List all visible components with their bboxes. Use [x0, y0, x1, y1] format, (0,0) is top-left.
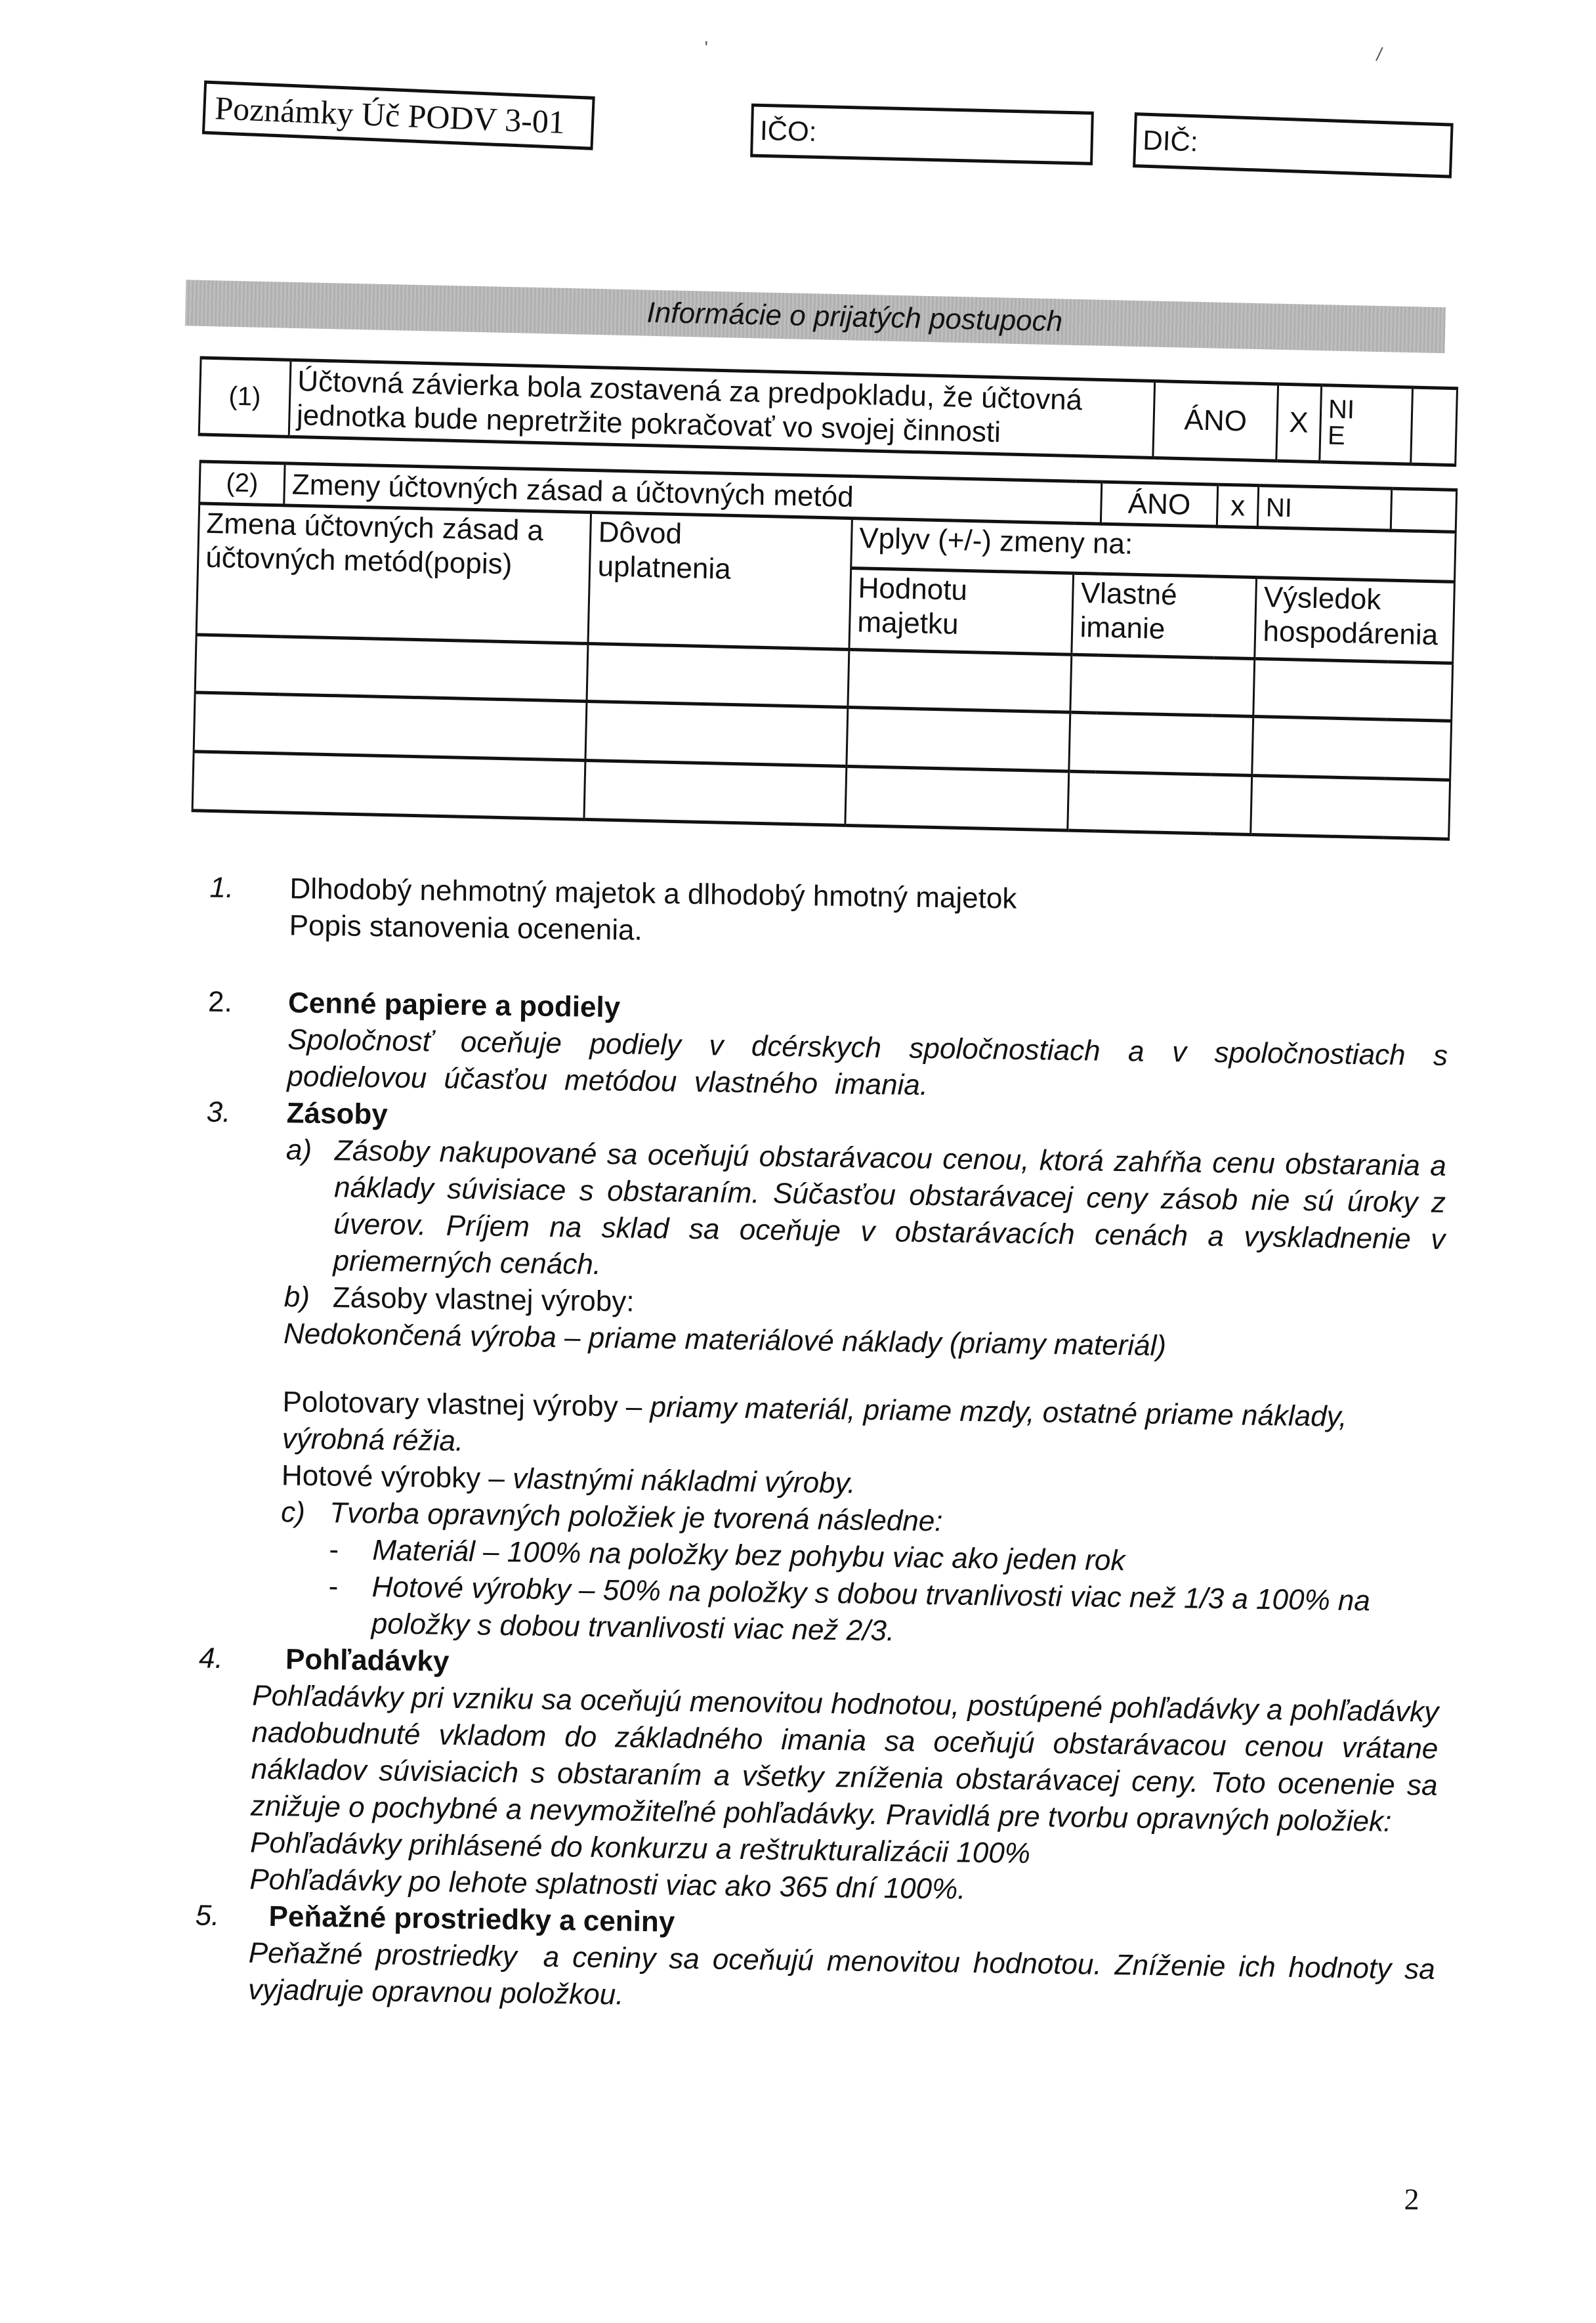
- section-5: [188, 1897, 1444, 2025]
- col-result: Výsledok hospodárenia: [1255, 578, 1454, 664]
- subsection-text: Zásoby vlastnej výroby:: [332, 1281, 635, 1318]
- cell-result[interactable]: [1252, 716, 1452, 780]
- cell-reason[interactable]: [587, 643, 849, 707]
- section-banner: [185, 280, 1446, 353]
- yes-label: ÁNO: [1101, 482, 1217, 526]
- no-checkbox[interactable]: [1410, 387, 1457, 465]
- cell-asset-value[interactable]: [848, 649, 1072, 712]
- no-label-line1: NI: [1328, 394, 1355, 424]
- subsection-text: Zásoby nakupované sa oceňujú obstarávacou cenou, ktorá zahŕňa cenu obstarania a náklady súvisiace s obstaraním. Súčasťou obstarávacej ceny zásob nie sú úroky z úverov. Príjem na sklad sa oceňuje v obstarávacích cenách a vyskladnenie v priemerných cenách.: [333, 1134, 1447, 1281]
- yes-checkbox[interactable]: x: [1217, 484, 1259, 527]
- section-text: Spoločnosť oceňuje podiely v dcérskych spoločnostiach a v spoločnostiach s podielovou účasťou metódou vlastného imania.: [287, 1023, 1448, 1101]
- col-impact-group: Vplyv (+/-) zmeny na:: [851, 519, 1456, 582]
- section-title: Zásoby: [286, 1097, 388, 1131]
- row-index: (1): [199, 358, 290, 437]
- no-label-line2: E: [1327, 421, 1346, 450]
- section-number: 4.: [198, 1642, 224, 1675]
- rule-line: Pohľadávky po lehote splatnosti viac ako 365 dní 100%.: [249, 1863, 966, 1906]
- col-change-description: Zmena účtovných zásad a účtovných metód(popis): [196, 503, 591, 644]
- rule-line: Pohľadávky prihlásené do konkurzu a reštrukturalizácii 100%: [249, 1826, 1031, 1870]
- section-2: [200, 983, 1448, 1111]
- section-text: Popis stanovenia ocenenia.: [289, 909, 643, 947]
- form-code: Poznámky Úč PODV 3-01: [214, 89, 566, 141]
- col-asset-value: Hodnotu majetku: [849, 568, 1074, 655]
- section-title: Dlhodobý nehmotný majetok a dlhodobý hmotný majetok: [289, 872, 1017, 915]
- finished-lead: Hotové výrobky –: [281, 1459, 513, 1495]
- cell-change-description[interactable]: [192, 752, 585, 820]
- section-text: Peňažné prostriedky a ceniny sa oceňujú menovitou hodnotou. Zníženie ich hodnoty sa vyjadruje opravnou položkou.: [247, 1936, 1444, 2011]
- scan-mark: /: [1376, 44, 1382, 65]
- dic-field[interactable]: [1133, 112, 1454, 178]
- banner-title: Informácie o prijatých postupoch: [646, 296, 1063, 338]
- going-concern-table: [198, 356, 1458, 467]
- cell-equity[interactable]: [1069, 712, 1253, 775]
- no-label: [1320, 385, 1413, 464]
- yes-checkbox[interactable]: X: [1276, 384, 1321, 462]
- semi-text: priamy materiál, priame mzdy, ostatné priame náklady, výrobná réžia.: [282, 1391, 1347, 1458]
- subsection-a: [284, 1132, 1446, 1295]
- yes-label: ÁNO: [1153, 381, 1278, 461]
- no-label: [1258, 486, 1391, 531]
- bullet-dash: -: [328, 1570, 339, 1603]
- cell-equity[interactable]: [1070, 654, 1255, 716]
- cell-equity[interactable]: [1068, 771, 1252, 834]
- cell-asset-value[interactable]: [845, 766, 1069, 830]
- no-checkbox[interactable]: [1391, 488, 1457, 532]
- row-index: (2): [200, 461, 285, 505]
- cell-change-description[interactable]: [195, 635, 588, 702]
- col-equity: Vlastné imanie: [1072, 573, 1257, 658]
- no-label-line1: NI: [1265, 492, 1293, 522]
- going-concern-question: Účtovná závierka bola zostavená za predpokladu, že účtovná jednotka bude nepretržite pokračovať vo svojej činnosti: [289, 360, 1155, 458]
- accounting-changes-table: [192, 459, 1458, 840]
- cell-change-description[interactable]: [194, 693, 587, 761]
- section-title: Cenné papiere a podiely: [287, 987, 621, 1024]
- section-3: [193, 1094, 1447, 1657]
- ico-label: IČO:: [759, 114, 817, 147]
- wip-text: priame materiálové náklady (priamy materiál): [588, 1321, 1167, 1363]
- cell-result[interactable]: [1253, 659, 1452, 721]
- list-item-text: Hotové výrobky – 50% na položky s dobou trvanlivosti viac než 1/3 a 100% na položky s dobou trvanlivosti viac než 2/3.: [371, 1571, 1371, 1648]
- page-number: 2: [1404, 2182, 1419, 2216]
- form-code-box: [202, 80, 595, 150]
- cell-asset-value[interactable]: [847, 707, 1070, 771]
- section-text: Pohľadávky pri vzniku sa oceňujú menovitou hodnotou, postúpené pohľadávky a pohľadávky nadobudnuté vkladom do základného imania sa oceňujú obstarávacou cenou vrátane nákladov súvisiacich s obstaraním a všetky zníženia obstarávacej ceny. Toto ocenenie sa znižuje o pochybné a nevymožiteľné pohľadávky. Pravidlá pre tvorbu opravných položiek:: [250, 1679, 1439, 1838]
- section-number: 5.: [195, 1899, 220, 1932]
- finished-text: vlastnými nákladmi výroby.: [512, 1462, 856, 1500]
- policies-body: [188, 869, 1450, 2024]
- list-item-text: Materiál – 100% na položky bez pohybu viac ako jeden rok: [372, 1534, 1125, 1577]
- col-reason: Dôvod uplatnenia: [588, 513, 852, 650]
- subsection-label: a): [285, 1134, 312, 1166]
- ico-field[interactable]: [750, 104, 1094, 165]
- section-4: [189, 1640, 1439, 1914]
- cell-reason[interactable]: [584, 760, 847, 825]
- cell-result[interactable]: [1251, 775, 1450, 839]
- bullet-dash: -: [329, 1533, 339, 1566]
- section-number: 1.: [209, 871, 234, 905]
- dic-label: DIČ:: [1142, 124, 1199, 158]
- section-number: 3.: [206, 1096, 231, 1129]
- subsection-label: b): [284, 1281, 310, 1313]
- section-title: Peňažné prostriedky a ceniny: [268, 1900, 675, 1938]
- subsection-label: c): [280, 1496, 306, 1529]
- wip-lead: Nedokončená výroba –: [283, 1317, 589, 1354]
- subsection-text: Tvorba opravných položiek je tvorená následne:: [329, 1497, 943, 1538]
- section-number: 2.: [207, 985, 233, 1019]
- section-title: Pohľadávky: [285, 1643, 450, 1678]
- cell-reason[interactable]: [585, 701, 848, 766]
- accounting-changes-question: Zmeny účtovných zásad a účtovných metód: [284, 463, 1102, 524]
- scan-mark: ': [704, 37, 709, 58]
- semi-lead: Polotovary vlastnej výroby –: [282, 1386, 650, 1424]
